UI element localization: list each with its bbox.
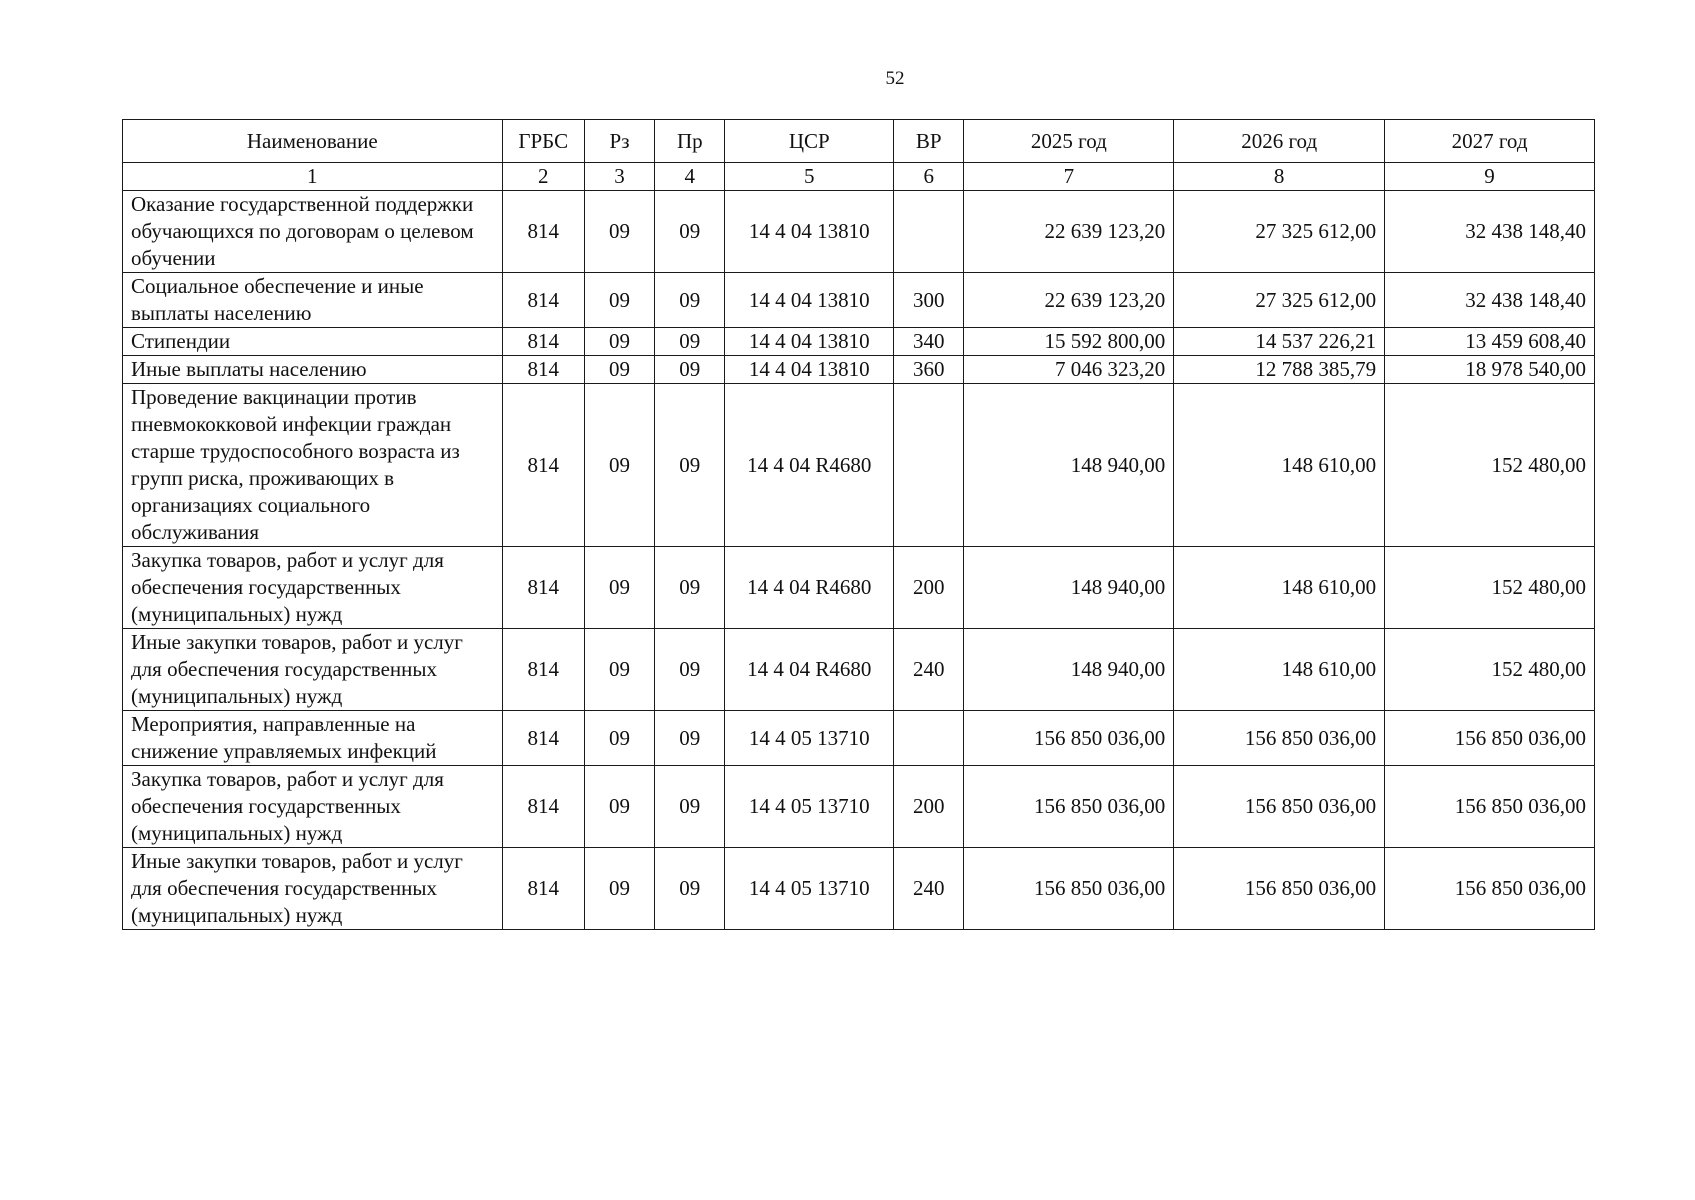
row-amount-2027: 18 978 540,00 (1385, 356, 1595, 384)
row-amount-2026: 148 610,00 (1174, 384, 1385, 547)
page-number: 52 (885, 68, 905, 89)
row-amount-2025: 22 639 123,20 (964, 273, 1174, 328)
row-vr: 200 (894, 547, 964, 629)
column-number: 5 (725, 163, 894, 191)
row-pr: 09 (655, 273, 725, 328)
row-pr: 09 (655, 191, 725, 273)
row-rz: 09 (584, 547, 654, 629)
row-amount-2027: 152 480,00 (1385, 629, 1595, 711)
row-vr (894, 384, 964, 547)
row-amount-2027: 152 480,00 (1385, 547, 1595, 629)
row-amount-2027: 32 438 148,40 (1385, 273, 1595, 328)
column-number: 1 (123, 163, 503, 191)
row-amount-2026: 27 325 612,00 (1174, 191, 1385, 273)
row-amount-2025: 156 850 036,00 (964, 848, 1174, 930)
row-pr: 09 (655, 356, 725, 384)
row-grbs: 814 (502, 356, 584, 384)
column-number: 8 (1174, 163, 1385, 191)
table-row (123, 629, 1595, 711)
row-amount-2025: 22 639 123,20 (964, 191, 1174, 273)
row-rz: 09 (584, 273, 654, 328)
row-name: Стипендии (123, 328, 503, 356)
row-amount-2026: 12 788 385,79 (1174, 356, 1385, 384)
header-vr: ВР (894, 120, 964, 163)
row-amount-2025: 148 940,00 (964, 629, 1174, 711)
row-name: Проведение вакцинации против пневмококковой инфекции граждан старше трудоспособного возраста из групп риска, проживающих в организациях социального обслуживания (123, 384, 503, 547)
row-amount-2025: 156 850 036,00 (964, 766, 1174, 848)
row-amount-2027: 156 850 036,00 (1385, 711, 1595, 766)
row-vr: 200 (894, 766, 964, 848)
row-name: Закупка товаров, работ и услуг для обеспечения государственных (муниципальных) нужд (123, 547, 503, 629)
row-pr: 09 (655, 766, 725, 848)
row-grbs: 814 (502, 273, 584, 328)
header-csr: ЦСР (725, 120, 894, 163)
row-vr: 240 (894, 629, 964, 711)
header-2027: 2027 год (1385, 120, 1595, 163)
row-rz: 09 (584, 766, 654, 848)
column-number: 4 (655, 163, 725, 191)
row-grbs: 814 (502, 766, 584, 848)
row-amount-2026: 14 537 226,21 (1174, 328, 1385, 356)
row-grbs: 814 (502, 629, 584, 711)
table-row (123, 356, 1595, 384)
row-name: Социальное обеспечение и иные выплаты населению (123, 273, 503, 328)
row-csr: 14 4 05 13710 (725, 711, 894, 766)
column-number: 7 (964, 163, 1174, 191)
row-vr (894, 711, 964, 766)
row-pr: 09 (655, 629, 725, 711)
header-rz: Рз (584, 120, 654, 163)
row-csr: 14 4 04 13810 (725, 328, 894, 356)
header-2025: 2025 год (964, 120, 1174, 163)
row-name: Иные закупки товаров, работ и услуг для обеспечения государственных (муниципальных) нужд (123, 629, 503, 711)
row-csr: 14 4 04 R4680 (725, 547, 894, 629)
row-rz: 09 (584, 356, 654, 384)
table-row (123, 711, 1595, 766)
row-rz: 09 (584, 191, 654, 273)
row-amount-2027: 32 438 148,40 (1385, 191, 1595, 273)
row-amount-2025: 15 592 800,00 (964, 328, 1174, 356)
row-amount-2027: 13 459 608,40 (1385, 328, 1595, 356)
row-pr: 09 (655, 328, 725, 356)
row-rz: 09 (584, 711, 654, 766)
row-amount-2026: 148 610,00 (1174, 629, 1385, 711)
row-amount-2026: 156 850 036,00 (1174, 848, 1385, 930)
row-csr: 14 4 04 13810 (725, 191, 894, 273)
column-number: 6 (894, 163, 964, 191)
row-rz: 09 (584, 384, 654, 547)
budget-table (122, 119, 1595, 930)
row-amount-2025: 156 850 036,00 (964, 711, 1174, 766)
row-name: Закупка товаров, работ и услуг для обеспечения государственных (муниципальных) нужд (123, 766, 503, 848)
row-pr: 09 (655, 711, 725, 766)
row-csr: 14 4 05 13710 (725, 766, 894, 848)
row-amount-2026: 27 325 612,00 (1174, 273, 1385, 328)
table-row (123, 384, 1595, 547)
column-number: 9 (1385, 163, 1595, 191)
row-amount-2027: 156 850 036,00 (1385, 848, 1595, 930)
table-row (123, 848, 1595, 930)
row-pr: 09 (655, 547, 725, 629)
row-amount-2025: 148 940,00 (964, 384, 1174, 547)
row-csr: 14 4 04 R4680 (725, 629, 894, 711)
row-grbs: 814 (502, 384, 584, 547)
row-amount-2027: 152 480,00 (1385, 384, 1595, 547)
header-grbs: ГРБС (502, 120, 584, 163)
table-row (123, 766, 1595, 848)
row-vr: 240 (894, 848, 964, 930)
row-csr: 14 4 04 R4680 (725, 384, 894, 547)
row-pr: 09 (655, 848, 725, 930)
row-grbs: 814 (502, 547, 584, 629)
row-vr: 340 (894, 328, 964, 356)
row-amount-2025: 7 046 323,20 (964, 356, 1174, 384)
row-grbs: 814 (502, 711, 584, 766)
table-row (123, 547, 1595, 629)
row-grbs: 814 (502, 191, 584, 273)
column-number-row (123, 163, 1595, 191)
row-name: Мероприятия, направленные на снижение управляемых инфекций (123, 711, 503, 766)
row-amount-2026: 148 610,00 (1174, 547, 1385, 629)
table-row (123, 273, 1595, 328)
row-csr: 14 4 04 13810 (725, 356, 894, 384)
row-rz: 09 (584, 848, 654, 930)
row-amount-2025: 148 940,00 (964, 547, 1174, 629)
row-pr: 09 (655, 384, 725, 547)
header-row (123, 120, 1595, 163)
row-vr (894, 191, 964, 273)
row-rz: 09 (584, 629, 654, 711)
table-row (123, 191, 1595, 273)
row-amount-2026: 156 850 036,00 (1174, 711, 1385, 766)
row-rz: 09 (584, 328, 654, 356)
row-vr: 360 (894, 356, 964, 384)
row-name: Иные выплаты населению (123, 356, 503, 384)
row-amount-2027: 156 850 036,00 (1385, 766, 1595, 848)
header-2026: 2026 год (1174, 120, 1385, 163)
row-name: Иные закупки товаров, работ и услуг для обеспечения государственных (муниципальных) нужд (123, 848, 503, 930)
row-name: Оказание государственной поддержки обучающихся по договорам о целевом обучении (123, 191, 503, 273)
row-csr: 14 4 05 13710 (725, 848, 894, 930)
header-name: Наименование (123, 120, 503, 163)
row-csr: 14 4 04 13810 (725, 273, 894, 328)
column-number: 3 (584, 163, 654, 191)
table-row (123, 328, 1595, 356)
header-pr: Пр (655, 120, 725, 163)
row-amount-2026: 156 850 036,00 (1174, 766, 1385, 848)
row-grbs: 814 (502, 328, 584, 356)
column-number: 2 (502, 163, 584, 191)
row-vr: 300 (894, 273, 964, 328)
row-grbs: 814 (502, 848, 584, 930)
